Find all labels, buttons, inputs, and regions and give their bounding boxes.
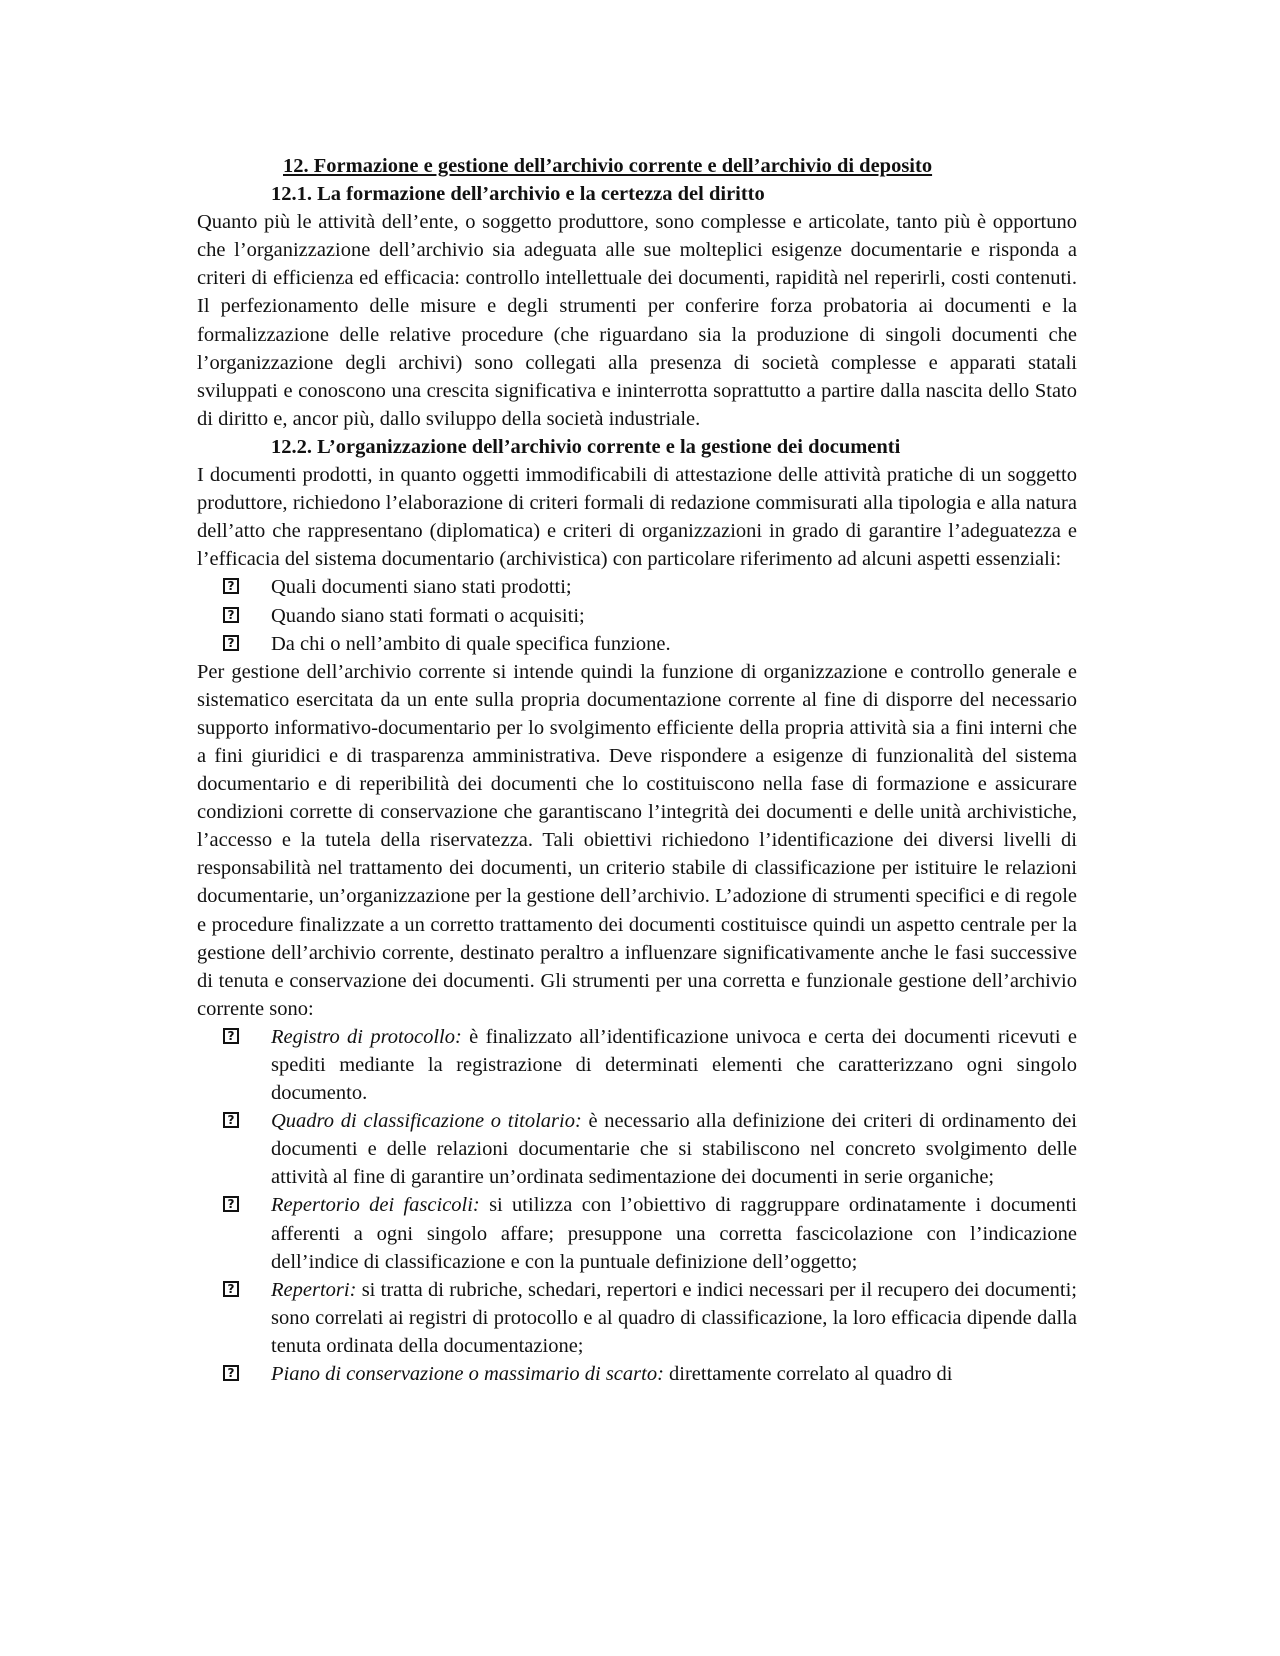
tool-term: Repertorio dei fascicoli: [271, 1194, 480, 1217]
tools-list [197, 1023, 1077, 1388]
section-1-paragraph: Quanto più le attività dell’ente, o soggetto produttore, sono complesse e articolate, tanto più è opportuno che l’organizzazione dell’archivio sia adeguata alle sue molteplici esigenze documentarie e risponda a criteri di efficienza ed efficacia: controllo intellettuale dei documenti, rapidità nel reperirli, costi contenuti. Il perfezionamento delle misure e degli strumenti per conferire forza probatoria ai documenti e la formalizzazione delle relative procedure (che riguardano sia la produzione di singoli documenti che l’organizzazione degli archivi) sono collegati alla presenza di società complesse e apparati statali sviluppati e conoscono una crescita significativa e ininterrotta soprattutto a partire dalla nascita dello Stato di diritto e, ancor più, dallo sviluppo della società industriale. [197, 211, 1077, 430]
list-item [197, 602, 1077, 630]
tool-description: è finalizzato all’identificazione univoca e certa dei documenti ricevuti e spediti mediante la registrazione di determinati elementi che caratterizzano ogni singolo documento. [271, 1025, 1077, 1105]
tool-term: Quadro di classificazione o titolario: [271, 1110, 582, 1133]
list-item-text: Quando siano stati formati o acquisiti; [271, 604, 585, 627]
missing-glyph-icon: ? [223, 578, 239, 594]
list-item-text: Quali documenti siano stati prodotti; [271, 576, 572, 599]
section-1-title: 12.1. La formazione dell’archivio e la certezza del diritto [271, 183, 765, 206]
tool-term: Piano di conservazione o massimario di scarto: [271, 1363, 664, 1386]
missing-glyph-icon: ? [223, 1028, 239, 1044]
list-item [197, 630, 1077, 658]
tool-description: è necessario alla definizione dei criteri di ordinamento dei documenti e delle relazioni documentarie che si stabiliscono nel concreto svolgimento delle attività al fine di garantire un’ordinata sedimentazione dei documenti in serie organiche; [271, 1110, 1077, 1189]
section-2-paragraph: Per gestione dell’archivio corrente si intende quindi la funzione di organizzazione e controllo generale e sistematico esercitata da un ente sulla propria documentazione corrente al fine di disporre del necessario supporto informativo-documentario per lo svolgimento efficiente della propria attività sia a fini interni che a fini giuridici e di trasparenza amministrativa. Deve rispondere a esigenze di funzionalità del sistema documentario e di reperibilità dei documenti che lo costituiscono nella fase di formazione e assicurare condizioni corrette di conservazione che garantiscano l’integrità dei documenti e delle unità archivistiche, l’accesso e la tutela della riservatezza. Tali obiettivi richiedono l’identificazione dei diversi livelli di responsabilità nel trattamento dei documenti, un criterio stabile di classificazione per istituire le relazioni documentarie, un’organizzazione per la gestione dell’archivio. L’adozione di strumenti specifici e di regole e procedure finalizzate a un corretto trattamento dei documenti costituisce quindi un aspetto centrale per la gestione dell’archivio corrente, destinato peraltro a influenzare significativamente anche le fasi successive di tenuta e conservazione dei documenti. Gli strumenti per una corretta e funzionale gestione dell’archivio corrente sono: [197, 660, 1077, 1020]
missing-glyph-icon: ? [223, 635, 239, 651]
section-2-intro: I documenti prodotti, in quanto oggetti immodificabili di attestazione delle attività pratiche di un soggetto produttore, richiedono l’elaborazione di criteri formali di redazione commisurati alla tipologia e alla natura dell’atto che rappresentano (diplomatica) e criteri di organizzazioni in grado di garantire l’adeguatezza e l’efficacia del sistema documentario (archivistica) con particolare riferimento ad alcuni aspetti essenziali: [197, 464, 1077, 571]
list-item [197, 1276, 1077, 1360]
list-item [197, 1107, 1077, 1191]
tool-term: Registro di protocollo: [271, 1025, 462, 1048]
tool-description: si utilizza con l’obiettivo di raggruppare ordinatamente i documenti afferenti a ogni singolo affare; presuppone una corretta fascicolazione con l’indicazione dell’indice di classificazione e con la puntuale definizione dell’oggetto; [271, 1194, 1077, 1273]
aspects-list [197, 573, 1077, 657]
list-item [197, 1023, 1077, 1107]
missing-glyph-icon: ? [223, 1112, 239, 1128]
section-2-title: 12.2. L’organizzazione dell’archivio corrente e la gestione dei documenti [271, 435, 901, 458]
tool-description: si tratta di rubriche, schedari, repertori e indici necessari per il recupero dei documenti; sono correlati ai registri di protocollo e al quadro di classificazione, la loro efficacia dipende dalla tenuta ordinata della documentazione; [271, 1278, 1077, 1357]
missing-glyph-icon: ? [223, 607, 239, 623]
document-body [197, 152, 1077, 1388]
list-item-text: Da chi o nell’ambito di quale specifica funzione. [271, 632, 671, 655]
list-item [197, 573, 1077, 601]
missing-glyph-icon: ? [223, 1281, 239, 1297]
list-item [197, 1191, 1077, 1275]
missing-glyph-icon: ? [223, 1196, 239, 1212]
list-item [197, 1360, 1077, 1388]
missing-glyph-icon: ? [223, 1365, 239, 1381]
tool-description: direttamente correlato al quadro di [663, 1363, 953, 1386]
chapter-heading: 12. Formazione e gestione dell’archivio corrente e dell’archivio di deposito [283, 155, 933, 177]
tool-term: Repertori: [271, 1278, 357, 1301]
